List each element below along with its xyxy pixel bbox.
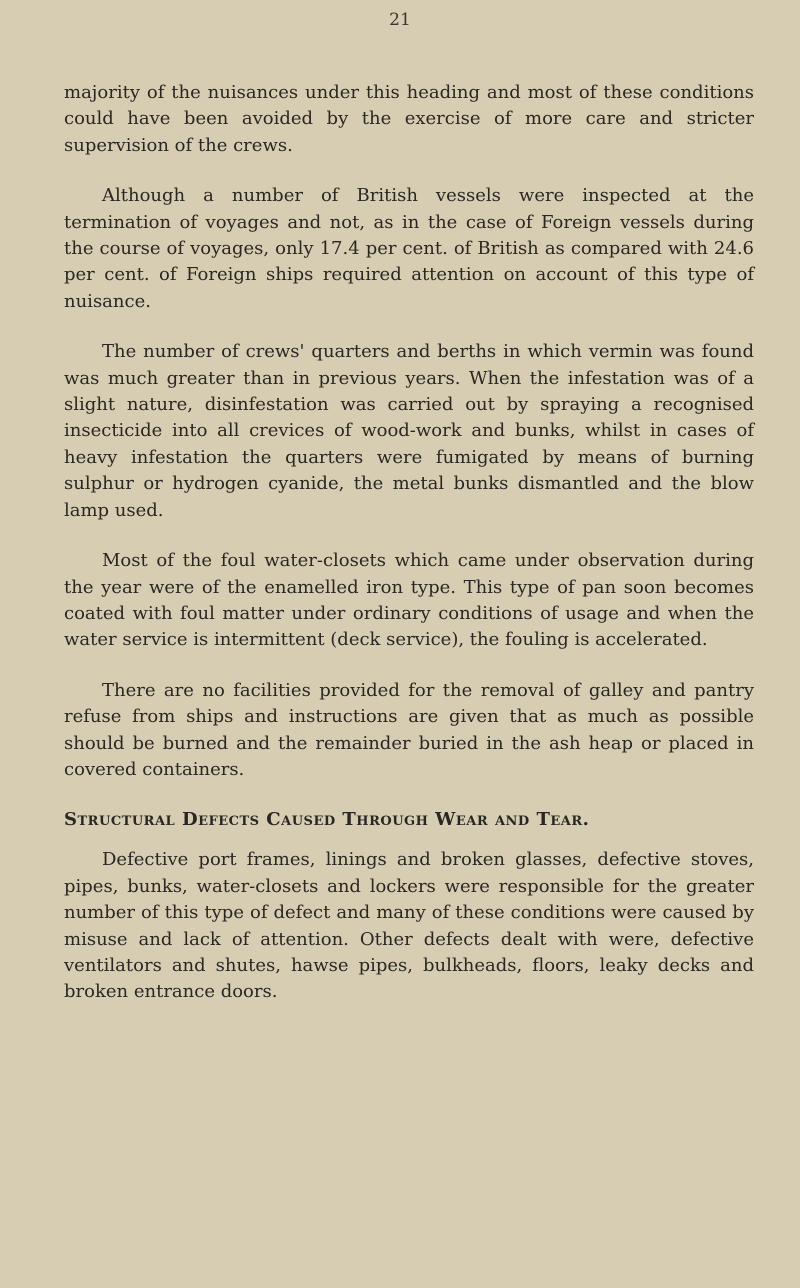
paragraph-water-closets: Most of the foul water-closets which came under observation during the year were of the enamelled iron type. This type of pan soon becomes coated with foul matter under ordinary conditions of usage and when the water service is intermittent (deck service), the fouling is accelerated. [64,550,754,651]
paragraph-british-vessels: Although a number of British vessels were inspected at the termination of voyages and not, as in the case of Foreign vessels during the course of voyages, only 17.4 per cent. of British as compared with 24.6 per cent. of Foreign ships required attention on account of this type of nuisance. [64,185,754,312]
paragraph-refuse: There are no facilities provided for the removal of galley and pantry refuse from ships and instructions are given that as much as possible should be burned and the remainder buried in the ash heap or placed in covered containers. [64,679,754,780]
paragraph-continuation: majority of the nuisances under this heading and most of these conditions could have been avoided by the exercise of more care and stricter supervision of the crews. [64,82,754,156]
section-heading: Structural Defects Caused Through Wear and Tear. [64,809,590,831]
paragraph-structural-defects: Defective port frames, linings and broken glasses, defective stoves, pipes, bunks, water-closets and lockers were responsible for the greater number of this type of defect and many of these conditions were caused by misuse and lack of attention. Other defects dealt with were, defective ventilators and shutes, hawse pipes, bulkheads, floors, leaky decks and broken entrance doors. [64,849,754,1003]
page-number: 21 [389,10,411,30]
paragraph-vermin: The number of crews' quarters and berths in which vermin was found was much greater than in previous years. When the infestation was of a slight nature, disinfestation was carried out by spraying a recognised insecticide into all crevices of wood-work and bunks, whilst in cases of heavy infestation the quarters were fumigated by means of burning sulphur or hydrogen cyanide, the metal bunks dismantled and the blow lamp used. [64,341,754,521]
body-text [64,80,754,1030]
